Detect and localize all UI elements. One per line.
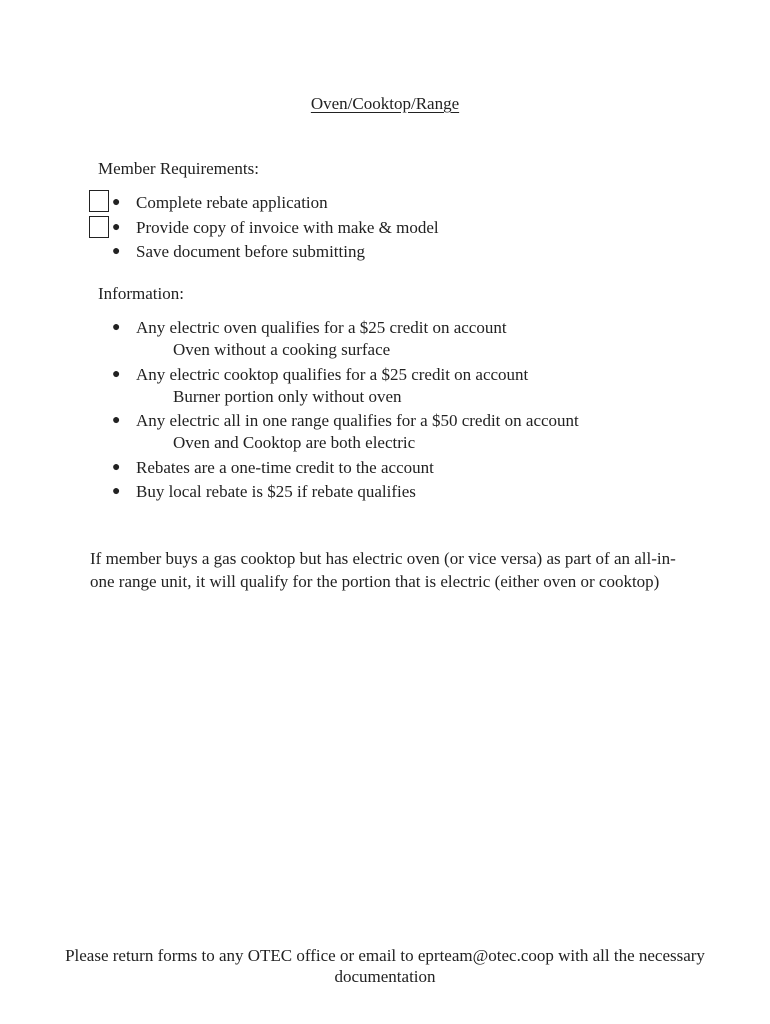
list-item-subtext: Oven and Cooktop are both electric: [173, 433, 416, 453]
bullet-icon: ●: [112, 195, 121, 210]
list-item: [112, 365, 579, 412]
page-title: Oven/Cooktop/Range: [310, 94, 460, 113]
list-item: [112, 318, 579, 365]
list-item-text: Rebates are a one-time credit to the account: [136, 457, 434, 477]
list-item-text: Any electric cooktop qualifies for a $25 credit on account: [136, 364, 529, 384]
list-item-text: Provide copy of invoice with make & model: [136, 217, 439, 237]
list-item: [112, 218, 439, 243]
list-item: [112, 458, 579, 483]
list-item: [112, 411, 579, 458]
information-heading: Information:: [98, 284, 184, 303]
bullet-icon: ●: [112, 484, 121, 499]
checkbox-provide-invoice[interactable]: [89, 216, 109, 238]
bullet-icon: ●: [112, 320, 121, 335]
list-item-text: Complete rebate application: [136, 193, 328, 212]
list-item-text: Buy local rebate is $25 if rebate qualifies: [136, 482, 416, 501]
list-item-subtext: Oven without a cooking surface: [173, 340, 391, 360]
list-item-text: Save document before submitting: [136, 242, 365, 261]
checkbox-complete-application[interactable]: [89, 190, 109, 212]
bullet-icon: ●: [112, 219, 121, 235]
bullet-icon: ●: [112, 413, 121, 428]
list-item: [112, 193, 439, 218]
list-item: [112, 242, 439, 267]
requirements-list: [112, 193, 439, 267]
bullet-icon: ●: [112, 244, 121, 259]
footer-instructions: Please return forms to any OTEC office or email to eprteam@otec.coop with all the necessary documentation: [65, 946, 705, 986]
bullet-icon: ●: [112, 366, 121, 382]
list-item: [112, 482, 579, 507]
list-item-text: Any electric all in one range qualifies for a $50 credit on account: [136, 411, 579, 430]
list-item-text: Any electric oven qualifies for a $25 credit on account: [136, 318, 507, 337]
information-list: [112, 318, 579, 507]
list-item-subtext: Burner portion only without oven: [173, 386, 402, 406]
gas-electric-note: If member buys a gas cooktop but has electric oven (or vice versa) as part of an all-in-one range unit, it will qualify for the portion that is electric (either oven or cooktop): [90, 549, 676, 591]
bullet-icon: ●: [112, 459, 121, 475]
member-requirements-heading: Member Requirements:: [98, 159, 259, 178]
